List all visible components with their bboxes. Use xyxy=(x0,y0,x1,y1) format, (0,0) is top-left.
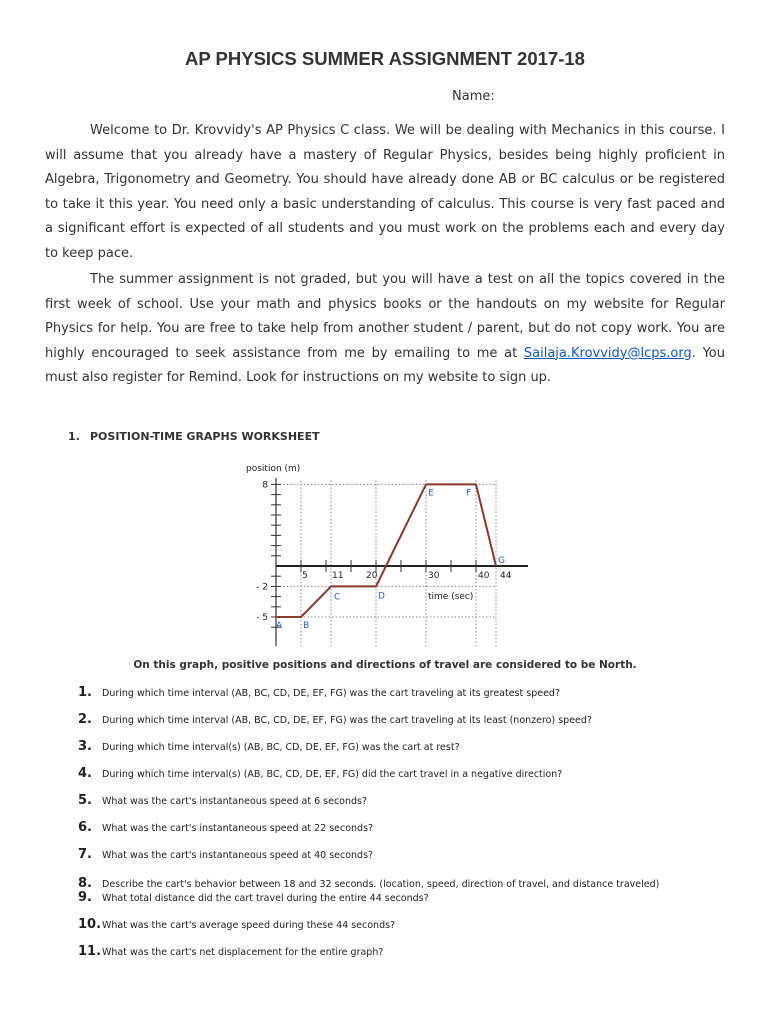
point-label: D xyxy=(378,591,385,602)
y-tick-label: 8 xyxy=(262,480,268,491)
question-number: 11. xyxy=(78,944,102,959)
question-item xyxy=(78,917,395,932)
question-item xyxy=(78,847,373,862)
page-title: AP PHYSICS SUMMER ASSIGNMENT 2017-18 xyxy=(185,48,585,69)
point-label: B xyxy=(303,621,310,631)
graph-caption: On this graph, positive positions and directions of travel are considered to be North. xyxy=(133,659,637,671)
question-number: 2. xyxy=(78,712,92,727)
question-text: What was the cart's instantaneous speed at 6 seconds? xyxy=(102,796,368,807)
intro-text-2b: . You must also register for Remind. Look for instructions on my website to sign up. xyxy=(45,345,725,386)
question-item xyxy=(78,739,460,754)
question-number: 7. xyxy=(78,847,92,862)
question-item xyxy=(78,793,367,808)
question-item xyxy=(78,685,560,700)
x-tick-label: 30 xyxy=(428,571,440,581)
x-tick-label: 40 xyxy=(478,571,490,581)
graph-series xyxy=(276,484,505,631)
question-text: What was the cart's instantaneous speed at 22 seconds? xyxy=(102,823,374,834)
question-item xyxy=(78,944,383,959)
question-text: During which time interval (AB, BC, CD, DE, EF, FG) was the cart traveling at its least (nonzero) speed? xyxy=(102,715,592,726)
question-text: During which time interval (AB, BC, CD, DE, EF, FG) was the cart traveling at its greatest speed? xyxy=(102,688,560,699)
y-axis-label: position (m) xyxy=(246,464,301,474)
intro-text-2a: The summer assignment is not graded, but you will have a test on all the topics covered in the first week of school. Use your math and physics books or the handouts on my website for Regular Physics for help. You are free to take help from another student / parent, but do not copy work. You are highly encouraged to seek assistance from me by emailing to me at xyxy=(45,272,725,361)
point-label: E xyxy=(428,488,434,499)
point-label: A xyxy=(276,621,283,631)
question-item xyxy=(78,876,659,891)
question-number: 4. xyxy=(78,766,92,781)
question-number: 1. xyxy=(78,685,92,700)
question-text: What was the cart's instantaneous speed at 40 seconds? xyxy=(102,850,374,861)
question-number: 8. xyxy=(78,876,92,891)
question-number: 9. xyxy=(78,890,92,905)
x-tick-label: 20 xyxy=(366,571,378,581)
question-item xyxy=(78,712,592,727)
question-item xyxy=(78,890,429,905)
name-label: Name: xyxy=(452,89,495,104)
point-label: G xyxy=(498,556,505,566)
question-text: During which time interval(s) (AB, BC, CD, DE, EF, FG) was the cart at rest? xyxy=(102,742,460,753)
point-label: C xyxy=(334,592,341,603)
question-number: 3. xyxy=(78,739,92,754)
x-tick-label: 11 xyxy=(332,571,344,581)
question-item xyxy=(78,766,562,781)
question-number: 10. xyxy=(78,917,102,932)
x-tick-label: 5 xyxy=(302,571,308,581)
intro-text-1: Welcome to Dr. Krovvidy's AP Physics C class. We will be dealing with Mechanics in this course. I will assume that you already have a mastery of Regular Physics, besides being highly proficient in Algebra, Trigonometry and Geometry. You should have already done AB or BC calculus or be registered to take it this year. You need only a basic understanding of calculus. This course is very fast paced and a significant effort is expected of all students and you must work on the problems each and every day to keep pace. xyxy=(45,123,725,261)
question-text: What total distance did the cart travel during the entire 44 seconds? xyxy=(102,893,429,904)
question-text: What was the cart's average speed during these 44 seconds? xyxy=(102,920,396,931)
graph-ticks xyxy=(271,484,476,627)
point-label: F xyxy=(466,488,472,499)
question-text: What was the cart's net displacement for the entire graph? xyxy=(102,947,384,958)
y-tick-label: - 2 xyxy=(256,582,268,593)
question-text: Describe the cart's behavior between 18 and 32 seconds. (location, speed, direction of travel, and distance traveled) xyxy=(102,879,660,890)
question-number: 5. xyxy=(78,793,92,808)
x-axis-label: time (sec) xyxy=(428,592,474,602)
section-title: POSITION-TIME GRAPHS WORKSHEET xyxy=(90,430,320,443)
question-item xyxy=(78,820,373,835)
y-tick-label: - 5 xyxy=(256,613,268,623)
x-tick-label: 44 xyxy=(500,571,512,581)
question-text: During which time interval(s) (AB, BC, CD, DE, EF, FG) did the cart travel in a negative direction? xyxy=(102,769,563,780)
section-number: 1. xyxy=(68,430,80,443)
email-link[interactable]: Sailaja.Krovvidy@lcps.org xyxy=(523,345,692,361)
graph-axes xyxy=(276,478,528,646)
question-number: 6. xyxy=(78,820,92,835)
